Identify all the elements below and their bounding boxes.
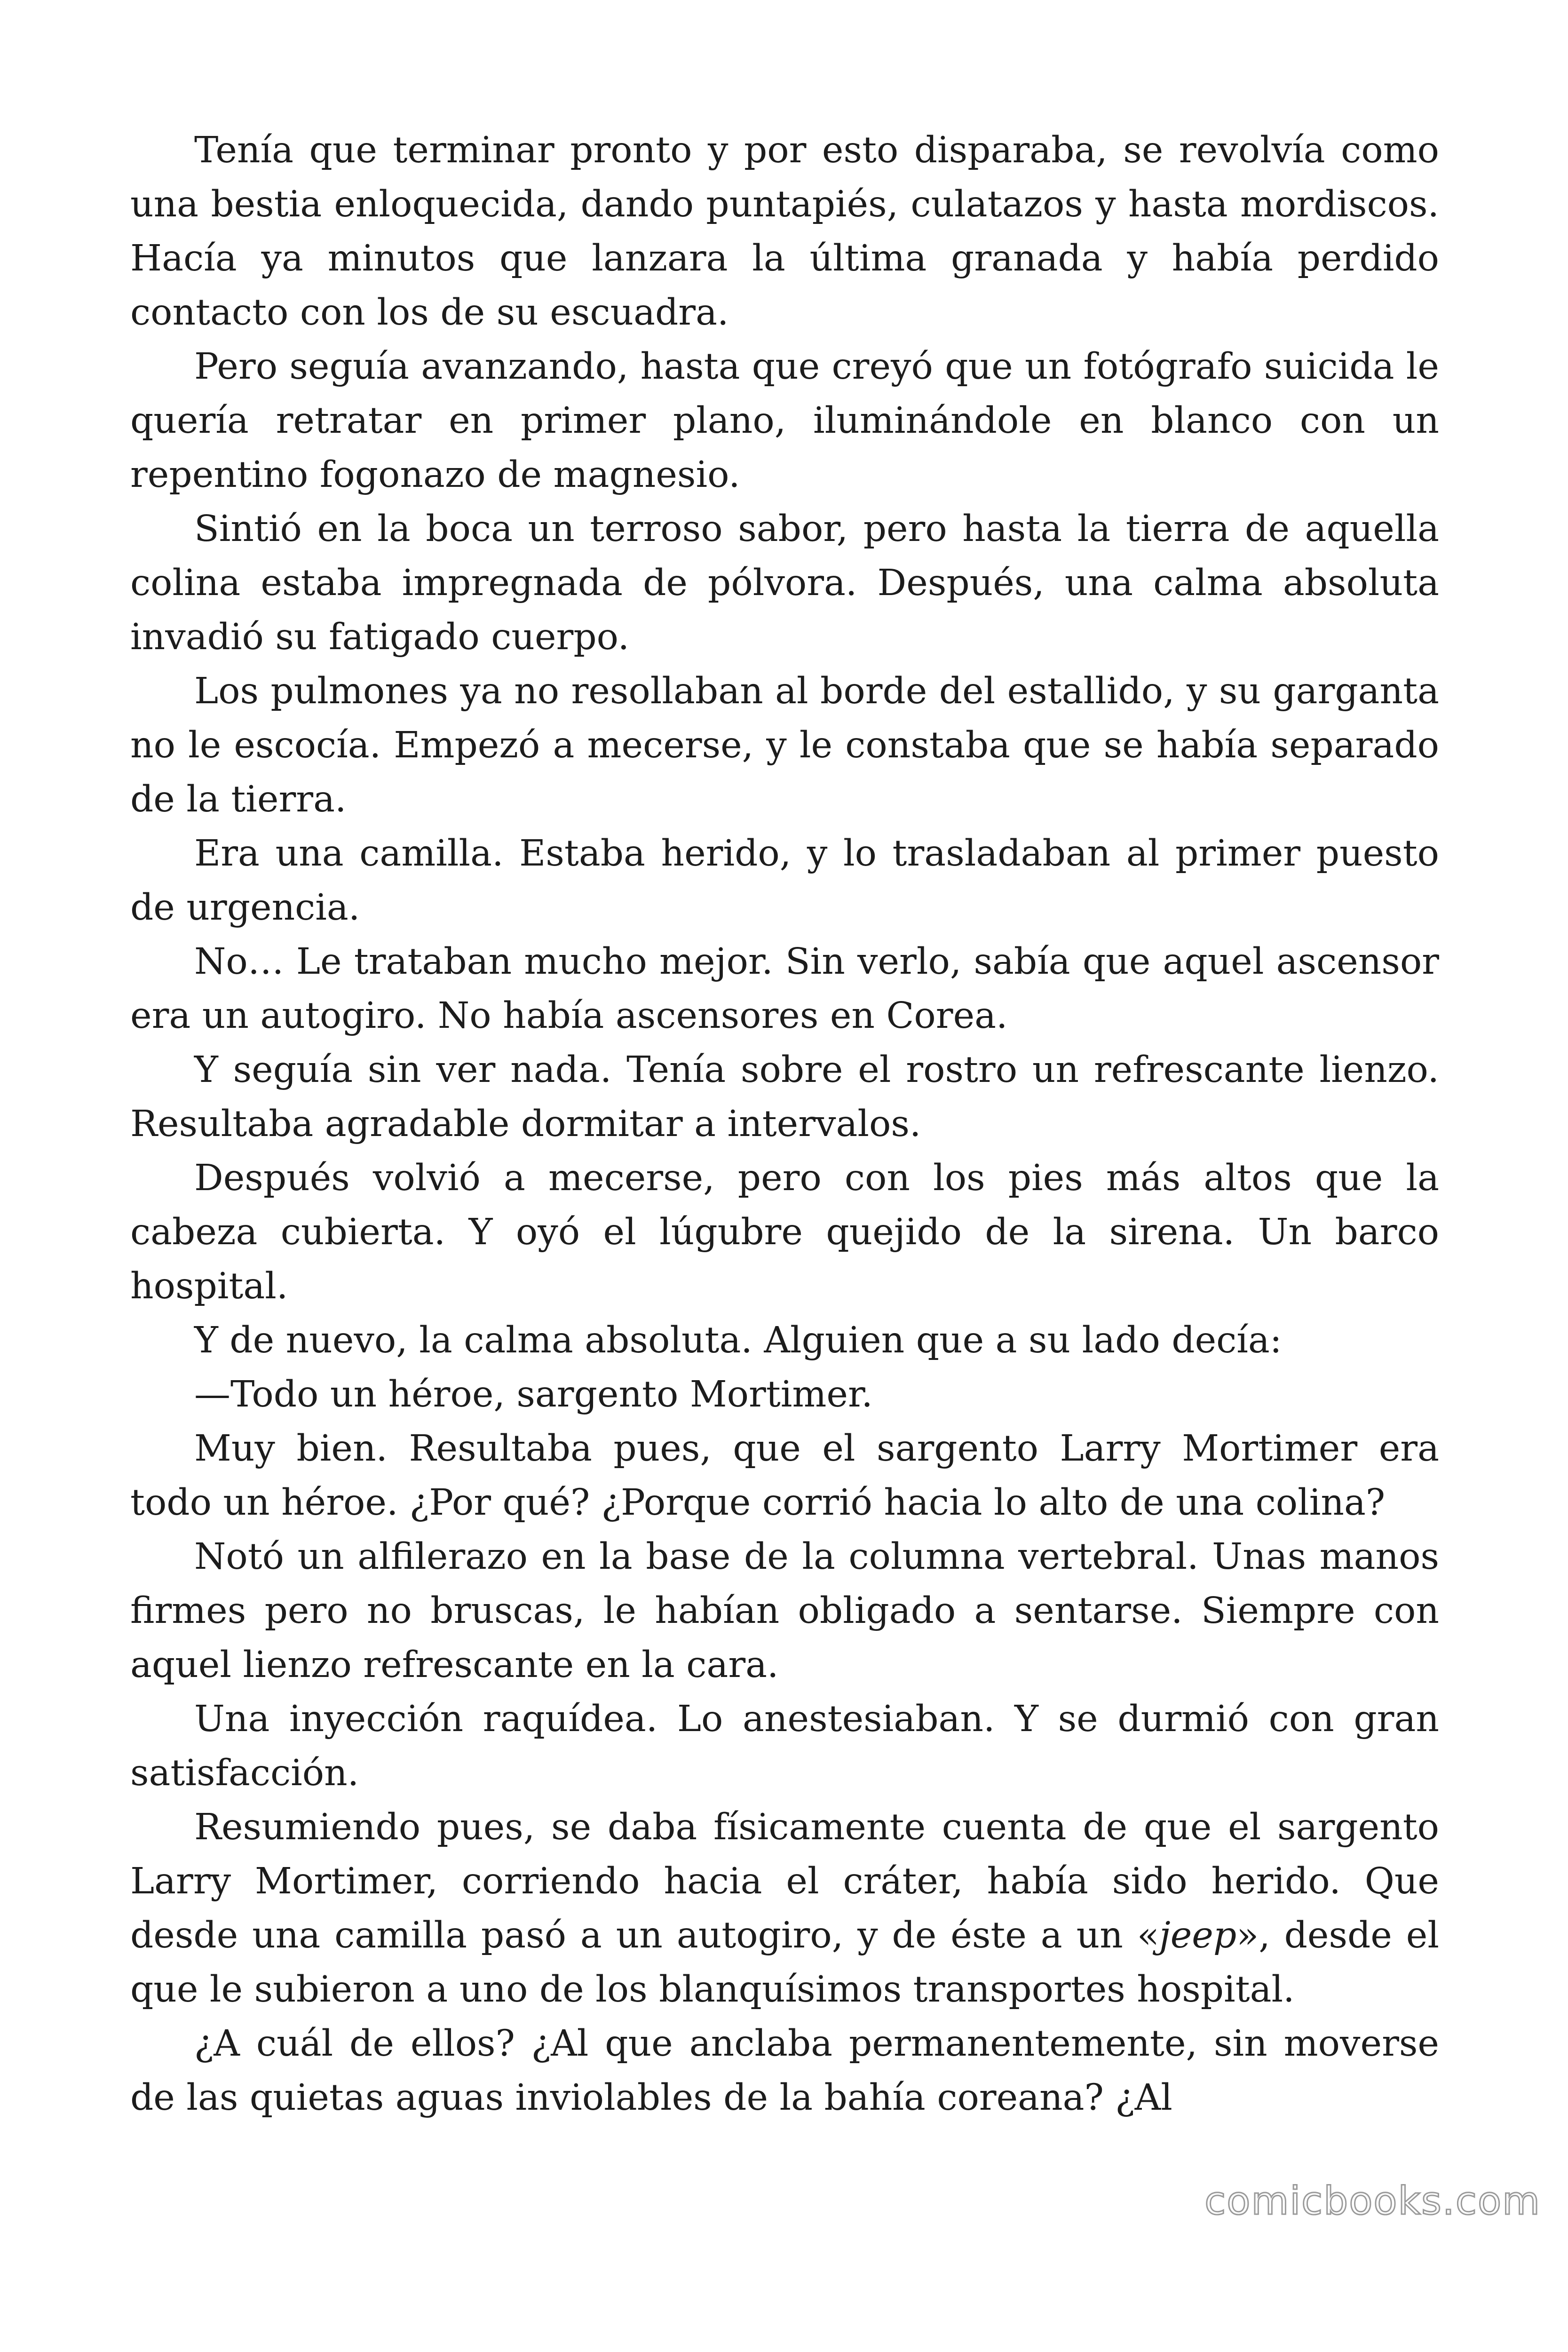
- paragraph-11: Muy bien. Resultaba pues, que el sargento Larry Mortimer era todo un héroe. ¿Por qué? ¿Porque corrió hacia lo alto de una colina?: [130, 1428, 1439, 1524]
- paragraph-5: Era una camilla. Estaba herido, y lo trasladaban al primer puesto de urgencia.: [130, 833, 1439, 929]
- watermark: comicbooks.com: [1204, 2179, 1541, 2224]
- paragraph-8: Después volvió a mecerse, pero con los pies más altos que la cabeza cubierta. Y oyó el lúgubre quejido de la sirena. Un barco hospital.: [130, 1157, 1439, 1307]
- paragraph-4: Los pulmones ya no resollaban al borde del estallido, y su garganta no le escocía. Empezó a mecerse, y le constaba que se había separado de la tierra.: [130, 670, 1439, 820]
- paragraph-3: Sintió en la boca un terroso sabor, pero hasta la tierra de aquella colina estaba impregnada de pólvora. Después, una calma absoluta invadió su fatigado cuerpo.: [130, 508, 1439, 658]
- paragraph-14: [130, 1800, 1439, 2017]
- paragraph-13: Una inyección raquídea. Lo anestesiaban. Y se durmió con gran satisfacción.: [130, 1698, 1439, 1794]
- paragraph-7: Y seguía sin ver nada. Tenía sobre el rostro un refrescante lienzo. Resultaba agradable dormitar a intervalos.: [130, 1049, 1439, 1145]
- paragraph-9: Y de nuevo, la calma absoluta. Alguien que a su lado decía:: [194, 1319, 1282, 1361]
- paragraph-1: Tenía que terminar pronto y por esto disparaba, se revolvía como una bestia enloquecida, dando puntapiés, culatazos y hasta mordiscos. Hacía ya minutos que lanzara la última granada y había perdido contacto con los de su escuadra.: [130, 129, 1439, 334]
- paragraph-14-before: Resumiendo pues, se daba físicamente cuenta de que el sargento Larry Mortimer, corriendo hacia el cráter, había sido herido. Que desde una camilla pasó a un autogiro, y de éste a un «: [130, 1806, 1439, 1956]
- paragraph-14-italic-word: jeep: [1159, 1915, 1237, 1956]
- paragraph-6: No… Le trataban mucho mejor. Sin verlo, sabía que aquel ascensor era un autogiro. No había ascensores en Corea.: [130, 941, 1439, 1037]
- paragraph-14-after: », desde el que le subieron a uno de los blanquísimos transportes hospital.: [130, 1915, 1439, 2010]
- paragraph-10-dialogue: —Todo un héroe, sargento Mortimer.: [194, 1374, 873, 1415]
- page-body: [130, 123, 1439, 2125]
- paragraph-12: Notó un alfilerazo en la base de la columna vertebral. Unas manos firmes pero no bruscas, le habían obligado a sentarse. Siempre con aquel lienzo refrescante en la cara.: [130, 1536, 1439, 1686]
- paragraph-15: ¿A cuál de ellos? ¿Al que anclaba permanentemente, sin moverse de las quietas aguas inviolables de la bahía coreana? ¿Al: [130, 2023, 1439, 2119]
- paragraph-2: Pero seguía avanzando, hasta que creyó que un fotógrafo suicida le quería retratar en primer plano, iluminándole en blanco con un repentino fogonazo de magnesio.: [130, 346, 1439, 496]
